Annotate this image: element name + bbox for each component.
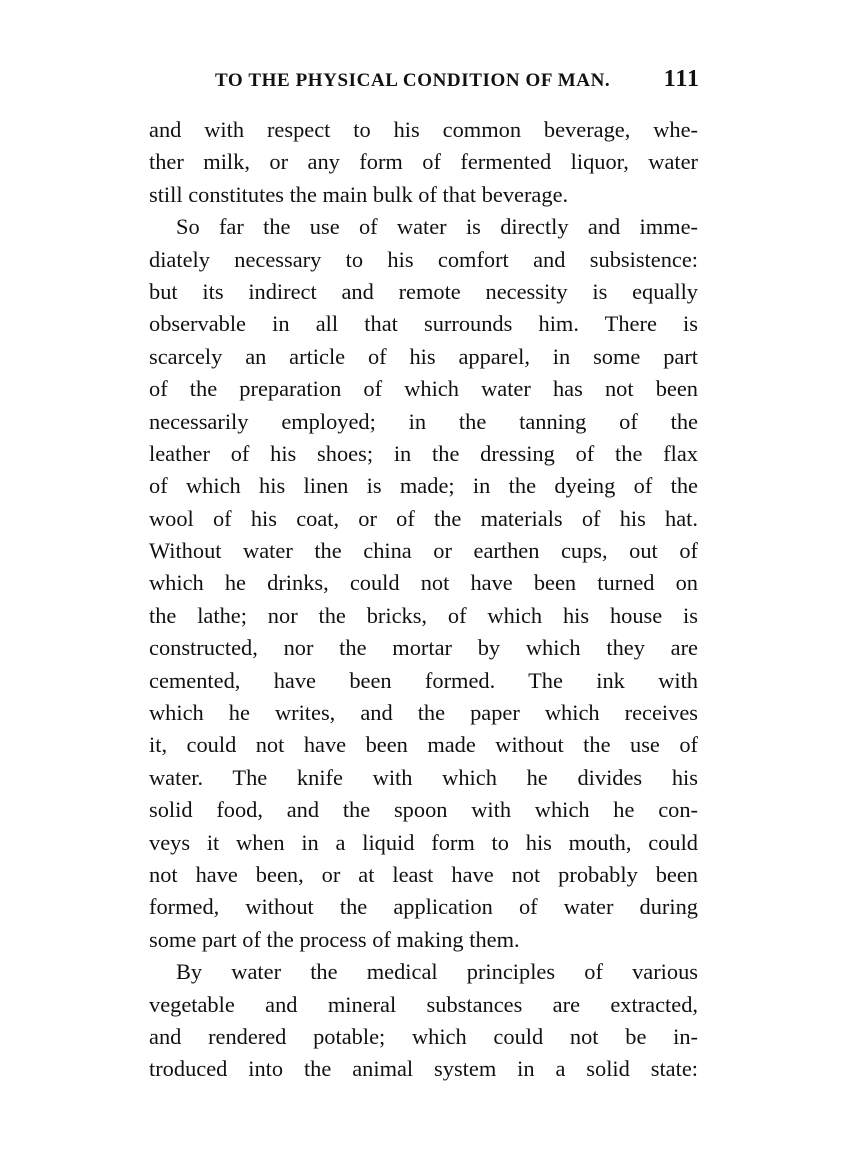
text-line: which he drinks, could not have been turned on (149, 570, 698, 596)
text-line: troduced into the animal system in a solid state: (149, 1056, 698, 1082)
text-line: water. The knife with which he divides his (149, 764, 698, 790)
text-line: necessarily employed; in the tanning of the (149, 408, 698, 434)
text-line: Without water the china or earthen cups, out of (149, 538, 698, 564)
text-line: but its indirect and remote necessity is equally (149, 278, 698, 304)
text-line: By water the medical principles of various (176, 959, 698, 985)
running-title: TO THE PHYSICAL CONDITION OF MAN. (215, 70, 611, 91)
text-line: ther milk, or any form of fermented liquor, water (149, 149, 698, 175)
text-line: cemented, have been formed. The ink with (149, 667, 698, 693)
text-line: So far the use of water is directly and imme- (176, 214, 698, 240)
text-line: the lathe; nor the bricks, of which his house is (149, 602, 698, 628)
running-header (215, 64, 700, 98)
text-line: wool of his coat, or of the materials of his hat. (149, 505, 698, 531)
text-line: scarcely an article of his apparel, in some part (149, 343, 698, 369)
text-line: which he writes, and the paper which receives (149, 700, 698, 726)
text-line: leather of his shoes; in the dressing of the flax (149, 440, 698, 466)
text-line: of which his linen is made; in the dyeing of the (149, 473, 698, 499)
text-line: some part of the process of making them. (149, 926, 520, 952)
text-line: it, could not have been made without the use of (149, 732, 698, 758)
text-line: observable in all that surrounds him. There is (149, 311, 698, 337)
text-line: and rendered potable; which could not be in- (149, 1023, 698, 1049)
text-line: not have been, or at least have not probably been (149, 861, 698, 887)
text-line: formed, without the application of water during (149, 894, 698, 920)
text-line: solid food, and the spoon with which he con- (149, 797, 698, 823)
page-number: 111 (663, 66, 700, 92)
text-line: constructed, nor the mortar by which they are (149, 635, 698, 661)
text-line: diately necessary to his comfort and subsistence: (149, 246, 698, 272)
text-line: vegetable and mineral substances are extracted, (149, 991, 698, 1017)
text-line: and with respect to his common beverage, whe- (149, 117, 698, 142)
text-line: veys it when in a liquid form to his mouth, could (149, 829, 698, 855)
body-text (149, 114, 698, 1086)
text-line: of the preparation of which water has not been (149, 376, 698, 402)
text-line: still constitutes the main bulk of that beverage. (149, 181, 569, 207)
